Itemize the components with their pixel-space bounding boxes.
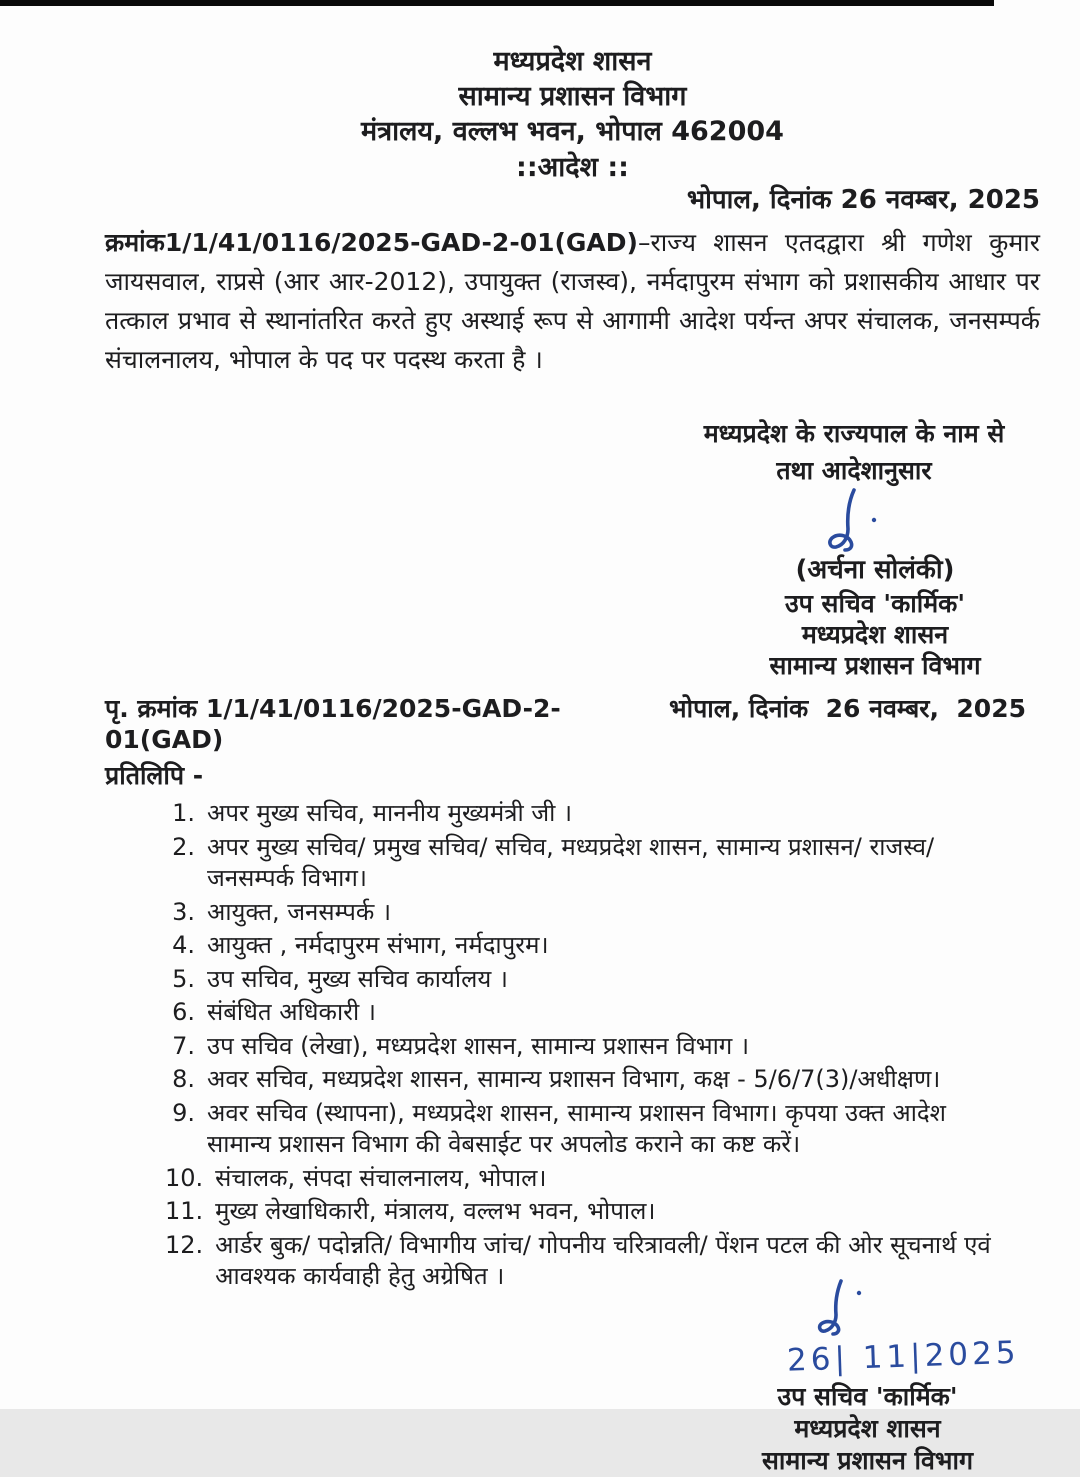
letterhead-department: सामान्य प्रशासन विभाग: [458, 81, 687, 112]
item-number: 3.: [172, 897, 195, 926]
item-number: 8.: [172, 1065, 195, 1093]
copy-list-item: [165, 1064, 1040, 1096]
footer-government: मध्यप्रदेश शासन: [794, 1413, 941, 1443]
item-text: संबंधित अधिकारी ।: [207, 998, 376, 1026]
handwritten-date: 26| 11|2025: [786, 1334, 1021, 1379]
endorsement-date: भोपाल, दिनांक 26 नवम्बर, 2025: [669, 694, 1026, 723]
endorsement-row: [105, 691, 1040, 754]
item-number: 7.: [172, 1031, 195, 1060]
footer-signature-area: [695, 1279, 1040, 1341]
signatory-government: मध्यप्रदेश शासन: [801, 620, 949, 649]
item-text: अवर सचिव, मध्यप्रदेश शासन, सामान्य प्रशासन विभाग, कक्ष - 5/6/7(3)/अधीक्षण।: [207, 1065, 941, 1093]
copy-list-item: [165, 1031, 1040, 1063]
item-number: 2.: [172, 832, 195, 861]
copy-list-item: [165, 1098, 1040, 1161]
footer-designation: उप सचिव 'कार्मिक': [777, 1381, 958, 1411]
order-ref-number: क्रमांक1/1/41/0116/2025-GAD-2-01(GAD): [105, 228, 638, 257]
authority-line-1: मध्यप्रदेश के राज्यपाल के नाम से: [703, 419, 1005, 448]
copy-list-item: [165, 1196, 1040, 1228]
footer-signature-scribble-icon: [807, 1279, 877, 1341]
item-number: 6.: [172, 998, 195, 1026]
item-number: 10.: [165, 1163, 204, 1192]
item-text: आर्डर बुक/ पदोन्नति/ विभागीय जांच/ गोपनीय चरित्रावली/ पेंशन पटल की ओर सूचनार्थ एवं आवश्यक कार्यवाही हेतु अग्रेषित ।: [215, 1230, 991, 1290]
copy-list-item: [165, 997, 1040, 1029]
item-text: उप सचिव (लेखा), मध्यप्रदेश शासन, सामान्य प्रशासन विभाग ।: [207, 1031, 750, 1060]
ink-dot: [872, 518, 876, 522]
copy-list-item: [165, 930, 1040, 962]
item-number: 9.: [172, 1098, 195, 1127]
copy-list-item: [165, 897, 1040, 929]
item-number: 4.: [172, 931, 195, 959]
signatory-name: (अर्चना सोलंकी): [795, 555, 955, 585]
item-text: संचालक, संपदा संचालनालय, भोपाल।: [215, 1163, 547, 1192]
copy-list-item: [165, 798, 1040, 830]
letterhead-address: मंत्रालय, वल्लभ भवन, भोपाल 462004: [361, 116, 784, 147]
signature-scribble-icon: [818, 487, 888, 553]
copy-list-item: [165, 964, 1040, 996]
authority-line-2: तथा आदेशानुसार: [776, 456, 932, 485]
letterhead: [105, 44, 1040, 185]
copy-list-item: [165, 1163, 1040, 1195]
copy-list: [105, 798, 1040, 1293]
item-number: 1.: [172, 799, 195, 827]
footer-department: सामान्य प्रशासन विभाग: [761, 1445, 974, 1475]
signatory-block: [710, 555, 1040, 681]
order-body-text: –राज्य शासन एतदद्वारा श्री गणेश कुमार जायसवाल, राप्रसे (आर आर-2012), उपायुक्त (राजस्व), नर्मदापुरम संभाग को प्रशासकीय आधार पर तत्काल प्रभाव से स्थानांतरित करते हुए अस्थाई रूप से आगामी आदेश पर्यन्त अपर संचालक, जनसम्पर्क संचालनालय, भोपाल के पद पर पदस्थ करता है ।: [105, 228, 1040, 374]
item-number: 5.: [172, 964, 195, 993]
item-text: आयुक्त, जनसम्पर्क ।: [207, 897, 392, 926]
item-number: 12.: [165, 1230, 204, 1259]
footer-signatory-block: [695, 1279, 1040, 1477]
item-number: 11.: [165, 1197, 204, 1225]
letterhead-government: मध्यप्रदेश शासन: [493, 46, 652, 77]
authority-block: [668, 415, 1040, 555]
order-paragraph: [105, 223, 1040, 379]
endorsement-ref-number: पृ. क्रमांक 1/1/41/0116/2025-GAD-2-01(GAD): [105, 694, 561, 754]
item-text: अपर मुख्य सचिव, माननीय मुख्यमंत्री जी ।: [207, 799, 573, 827]
item-text: मुख्य लेखाधिकारी, मंत्रालय, वल्लभ भवन, भोपाल।: [215, 1197, 656, 1225]
item-text: उप सचिव, मुख्य सचिव कार्यालय ।: [207, 964, 508, 993]
copy-to-label: प्रतिलिपि -: [105, 761, 204, 790]
copy-list-item: [165, 832, 1040, 895]
signature-area: [668, 489, 1040, 555]
footer-ink-dot: [857, 1290, 861, 1294]
item-text: अपर मुख्य सचिव/ प्रमुख सचिव/ सचिव, मध्यप्रदेश शासन, सामान्य प्रशासन/ राजस्व/ जनसम्पर्क विभाग।: [207, 832, 935, 892]
signatory-designation: उप सचिव 'कार्मिक': [784, 589, 966, 618]
item-text: आयुक्त , नर्मदापुरम संभाग, नर्मदापुरम।: [207, 931, 549, 959]
item-text: अवर सचिव (स्थापना), मध्यप्रदेश शासन, सामान्य प्रशासन विभाग। कृपया उक्त आदेश सामान्य प्रशासन विभाग की वेबसाईट पर अपलोड कराने का कष्ट करें।: [207, 1098, 946, 1158]
order-heading: ::आदेश ::: [516, 152, 629, 183]
issue-date-line: भोपाल, दिनांक 26 नवम्बर, 2025: [686, 185, 1040, 215]
signatory-department: सामान्य प्रशासन विभाग: [769, 651, 981, 680]
